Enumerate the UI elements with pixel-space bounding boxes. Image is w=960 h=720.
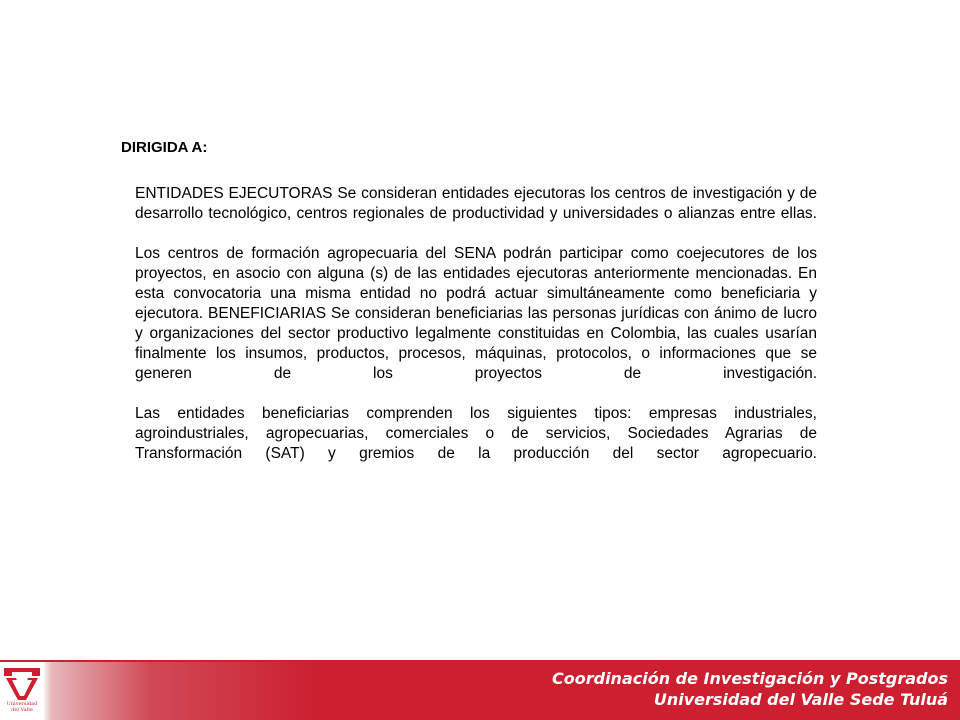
paragraph-tipos: Las entidades beneficiarias comprenden los siguientes tipos: empresas industriales, agroindustriales, agropecuarias, comerciales o de servicios, Sociedades Agrarias de Transformación (SAT) y gremios de la producción del sector agropecuario. [135,405,817,462]
section-heading: DIRIGIDA A: [121,139,208,156]
paragraph-sena-beneficiarias: Los centros de formación agropecuaria del SENA podrán participar como coejecutores de los proyectos, en asocio con alguna (s) de las entidades ejecutoras anteriormente mencionadas. En esta convocatoria una misma entidad no podrá actuar simultáneamente como beneficiaria y ejecutora. BENEFICIARIAS Se consideran beneficiarias las personas jurídicas con ánimo de lucro y organizaciones del sector productivo legalmente constituidas en Colombia, las cuales usarían finalmente los insumos, productos, procesos, máquinas, protocolos, o informaciones que se generen de los proyectos de investigación. [135,245,817,382]
univalle-logo [0,662,44,720]
footer-caption [552,668,948,710]
footer-line-universidad: Universidad del Valle Sede Tuluá [653,690,948,709]
paragraph-ejecutoras: ENTIDADES EJECUTORAS Se consideran entidades ejecutoras los centros de investigación y de desarrollo tecnológico, centros regionales de productividad y universidades o alianzas entre ellas. [135,185,817,222]
body-text [135,184,817,464]
univalle-emblem-icon [2,666,42,702]
logo-caption [1,702,43,713]
logo-caption-line1: Universidad [6,701,38,707]
footer-line-coordinacion: Coordinación de Investigación y Postgrados [552,669,948,688]
logo-caption-line2: del Valle [11,706,33,713]
